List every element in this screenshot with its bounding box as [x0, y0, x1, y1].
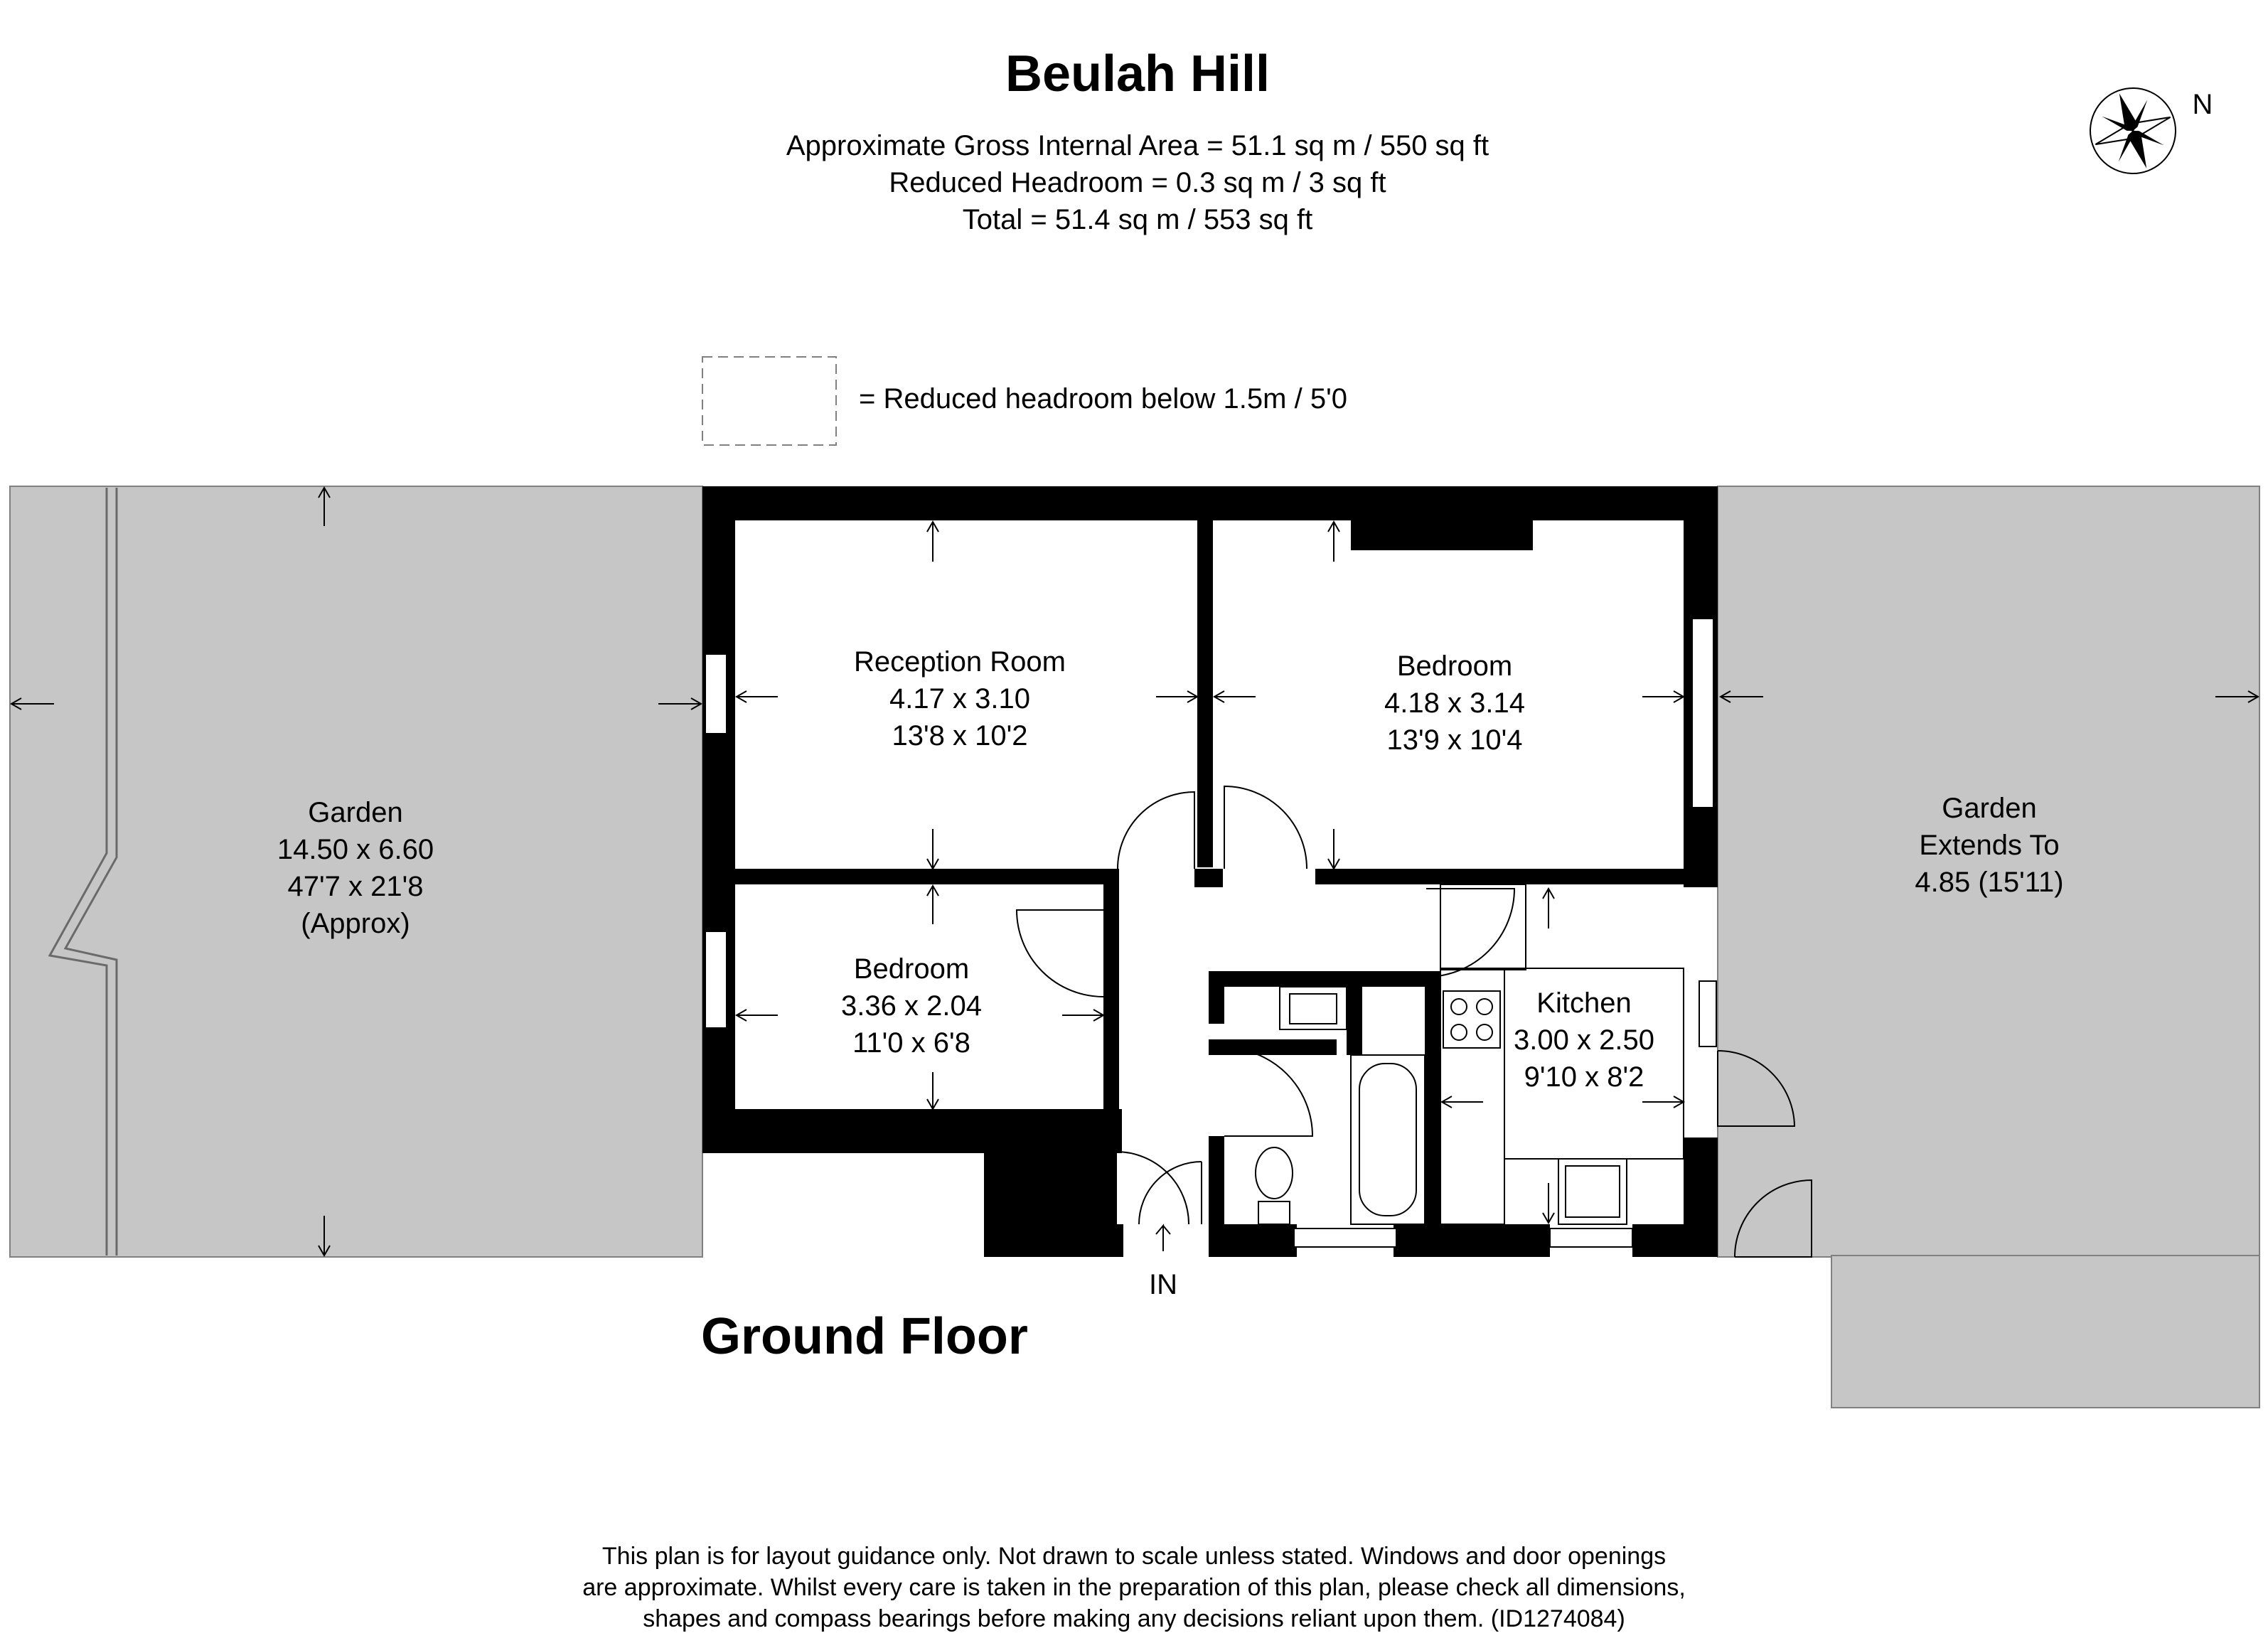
room-name: Bedroom	[853, 953, 970, 985]
walls	[702, 486, 1718, 1257]
reduced-headroom-legend-text: = Reduced headroom below 1.5m / 5'0	[859, 383, 1347, 414]
room-name: Bedroom	[1396, 651, 1513, 682]
room-label-bedroom-2	[841, 953, 982, 1059]
room-label-reception	[854, 646, 1066, 751]
room-note: (Approx)	[301, 908, 410, 939]
room-imperial: 11'0 x 6'8	[852, 1027, 970, 1059]
room-imperial: 47'7 x 21'8	[287, 871, 424, 902]
disclaimer-line-3: shapes and compass bearings before making any decisions reliant upon them. (ID1274084)	[643, 1605, 1625, 1632]
room-metric: 4.18 x 3.14	[1384, 687, 1525, 719]
room-name: Garden	[1942, 793, 2037, 824]
total-area-text: Total = 51.4 sq m / 553 sq ft	[962, 204, 1313, 235]
gross-area-text: Approximate Gross Internal Area = 51.1 sq m / 550 sq ft	[786, 130, 1489, 161]
page-title: Beulah Hill	[1005, 46, 1271, 102]
room-metric: 3.36 x 2.04	[841, 990, 982, 1022]
room-metric: 14.50 x 6.60	[277, 834, 434, 865]
room-imperial: 9'10 x 8'2	[1524, 1061, 1644, 1093]
compass-rose-icon	[2078, 76, 2188, 186]
entrance-label: IN	[1149, 1269, 1177, 1300]
room-metric: 3.00 x 2.50	[1514, 1024, 1654, 1056]
reduced-headroom-text: Reduced Headroom = 0.3 sq m / 3 sq ft	[889, 167, 1386, 198]
disclaimer-line-2: are approximate. Whilst every care is taken in the preparation of this plan, please check all dimensions,	[582, 1574, 1686, 1601]
room-label-kitchen	[1514, 987, 1654, 1093]
room-name: Reception Room	[854, 646, 1066, 678]
room-name: Garden	[308, 797, 403, 828]
room-name: Kitchen	[1536, 987, 1632, 1019]
room-imperial: 13'9 x 10'4	[1386, 724, 1523, 756]
reduced-headroom-legend-box	[702, 357, 836, 445]
room-label-bedroom-1	[1384, 651, 1525, 756]
compass-north-label: N	[2192, 89, 2213, 120]
room-line2: Extends To	[1919, 830, 2060, 861]
garden-right-lower-area	[1831, 1256, 2259, 1408]
floor-label: Ground Floor	[701, 1308, 1028, 1365]
room-metric: 4.17 x 3.10	[889, 683, 1030, 714]
disclaimer-line-1: This plan is for layout guidance only. Not drawn to scale unless stated. Windows and door openings	[601, 1543, 1667, 1570]
room-line3: 4.85 (15'11)	[1915, 867, 2064, 898]
room-imperial: 13'8 x 10'2	[892, 720, 1028, 751]
